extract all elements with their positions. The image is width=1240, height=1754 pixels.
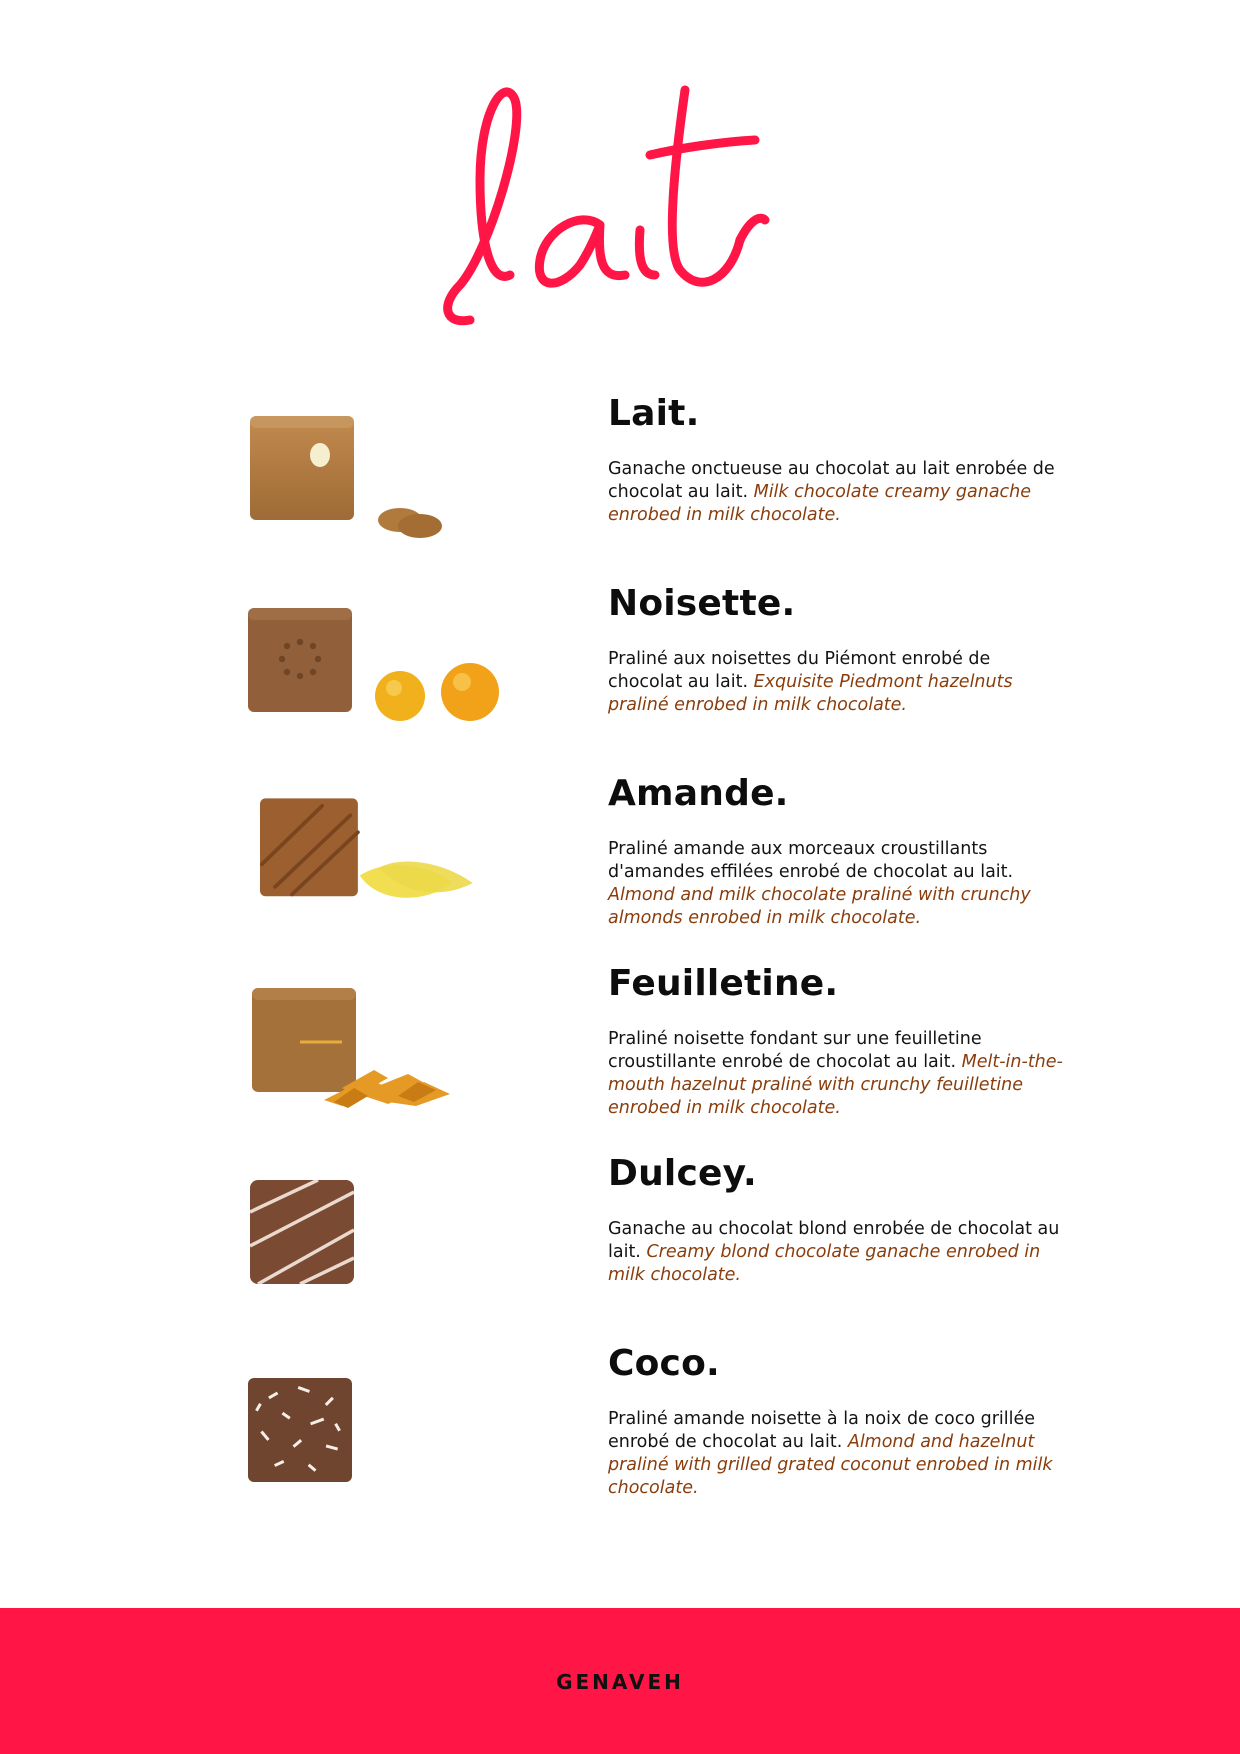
description-fr: Praliné noisette fondant sur une feuilletine croustillante enrobé de chocolat au lait.	[608, 1029, 982, 1072]
description-fr: Praliné aux noisettes du Piémont enrobé de chocolat au lait.	[608, 649, 991, 692]
product-lait	[0, 392, 1240, 582]
product-description	[608, 648, 1068, 717]
product-description	[608, 1028, 1068, 1120]
description-en: Melt-in-the-mouth hazelnut praliné with crunchy feuilletine enrobed in milk chocolate.	[608, 1052, 1063, 1118]
product-name: Amande.	[608, 773, 789, 814]
product-coco	[0, 1342, 1240, 1532]
feuilletine-chocolate-icon	[238, 962, 538, 1122]
hazelnut-chocolate-icon	[238, 582, 538, 742]
description-fr: Ganache onctueuse au chocolat au lait enrobée de chocolat au lait.	[608, 459, 1055, 502]
description-fr: Ganache au chocolat blond enrobée de chocolat au lait.	[608, 1219, 1060, 1262]
product-name: Feuilletine.	[608, 963, 839, 1004]
coconut-chocolate-icon	[238, 1342, 538, 1502]
product-description	[608, 1218, 1068, 1287]
product-noisette	[0, 582, 1240, 772]
product-description	[608, 458, 1068, 527]
description-en: Milk chocolate creamy ganache enrobed in milk chocolate.	[608, 482, 1032, 525]
product-dulcey	[0, 1152, 1240, 1342]
page-header	[0, 0, 1240, 360]
almond-chocolate-icon	[238, 772, 538, 932]
product-name: Lait.	[608, 393, 700, 434]
description-en: Almond and hazelnut praliné with grilled grated coconut enrobed in milk chocolate.	[608, 1432, 1053, 1498]
product-amande	[0, 772, 1240, 962]
description-en: Exquisite Piedmont hazelnuts praliné enrobed in milk chocolate.	[608, 672, 1013, 715]
milk-chocolate-square-icon	[238, 392, 538, 552]
dulcey-chocolate-icon	[238, 1152, 538, 1312]
page-title	[0, 0, 1, 1]
description-en: Creamy blond chocolate ganache enrobed in milk chocolate.	[608, 1242, 1041, 1285]
brand-logo: GENAVEH	[556, 1670, 684, 1694]
product-description	[608, 1408, 1068, 1500]
description-fr: Praliné amande aux morceaux croustillants d'amandes effilées enrobé de chocolat au lait.	[608, 839, 1014, 882]
product-description	[608, 838, 1068, 930]
footer-band	[0, 1608, 1240, 1754]
product-name: Dulcey.	[608, 1153, 757, 1194]
product-feuilletine	[0, 962, 1240, 1152]
product-name: Noisette.	[608, 583, 796, 624]
product-name: Coco.	[608, 1343, 720, 1384]
description-en: Almond and milk chocolate praliné with crunchy almonds enrobed in milk chocolate.	[608, 885, 1031, 928]
page-title-script	[440, 70, 800, 340]
description-fr: Praliné amande noisette à la noix de coco grillée enrobé de chocolat au lait.	[608, 1409, 1036, 1452]
